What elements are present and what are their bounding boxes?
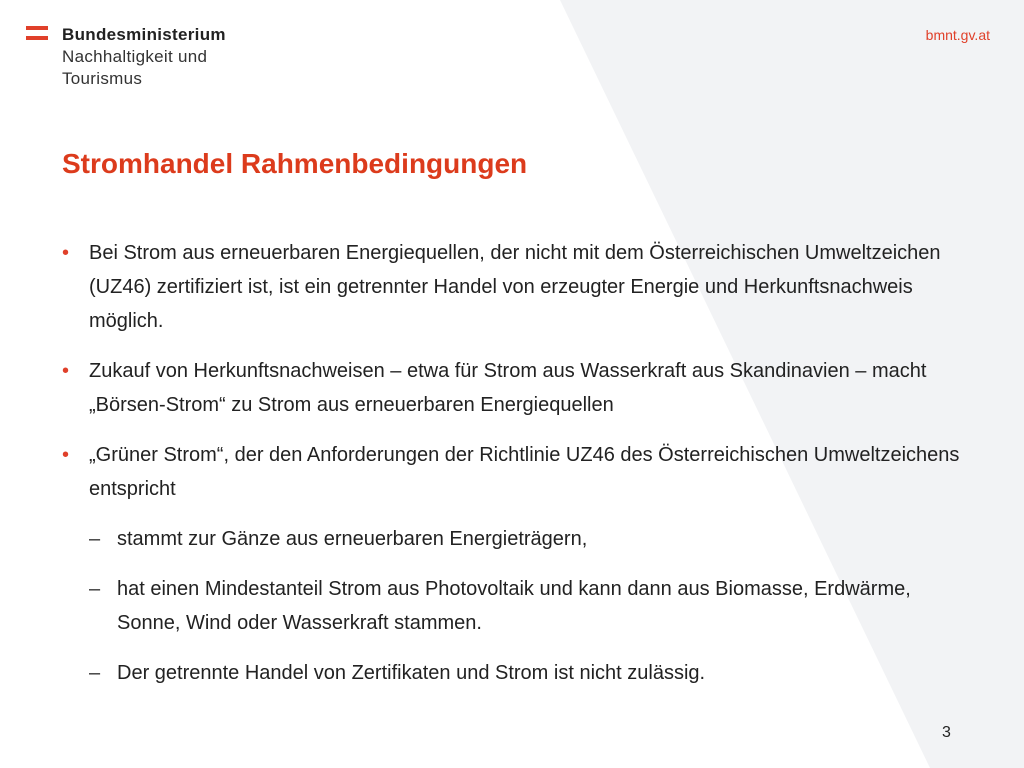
- sub-bullet-item: [89, 656, 962, 690]
- logo-line-1: Bundesministerium: [62, 25, 226, 44]
- bullet-item: [62, 438, 962, 506]
- bullet-text: „Grüner Strom“, der den Anforderungen der Richtlinie UZ46 des Österreichischen Umweltzeichens entspricht: [89, 444, 960, 500]
- austrian-flag-icon: [26, 26, 48, 42]
- sub-bullet-text: hat einen Mindestanteil Strom aus Photovoltaik und kann dann aus Biomasse, Erdwärme, Sonne, Wind oder Wasserkraft stammen.: [117, 578, 911, 634]
- sub-bullet-item: [89, 522, 962, 556]
- bullet-marker: •: [62, 360, 70, 382]
- bullet-text: Zukauf von Herkunftsnachweisen – etwa für Strom aus Wasserkraft aus Skandinavien – macht „Börsen-Strom“ zu Strom aus erneuerbaren Energiequellen: [89, 360, 927, 416]
- page-number: 3: [942, 724, 951, 741]
- bullet-text: Bei Strom aus erneuerbaren Energiequellen, der nicht mit dem Österreichischen Umweltzeichen (UZ46) zertifiziert ist, ist ein getrennter Handel von erzeugter Energie und Herkunftsnachweis möglich.: [89, 242, 941, 332]
- slide-title: Stromhandel Rahmenbedingungen: [62, 148, 528, 179]
- sub-bullet-text: stammt zur Gänze aus erneuerbaren Energieträgern,: [117, 528, 588, 550]
- bullet-marker: •: [62, 242, 70, 264]
- dash-marker: –: [89, 662, 101, 684]
- bullet-marker: •: [62, 444, 70, 466]
- logo-line-3: Tourismus: [62, 69, 143, 88]
- bullet-item: [62, 354, 962, 422]
- domain-link[interactable]: bmnt.gv.at: [925, 27, 990, 43]
- bullet-item: [62, 236, 962, 338]
- dash-marker: –: [89, 528, 101, 550]
- logo-line-2: Nachhaltigkeit und: [62, 47, 208, 66]
- sub-bullet-item: [89, 572, 962, 640]
- dash-marker: –: [89, 578, 101, 600]
- sub-bullet-text: Der getrennte Handel von Zertifikaten und Strom ist nicht zulässig.: [117, 662, 706, 684]
- slide-content: [62, 236, 962, 690]
